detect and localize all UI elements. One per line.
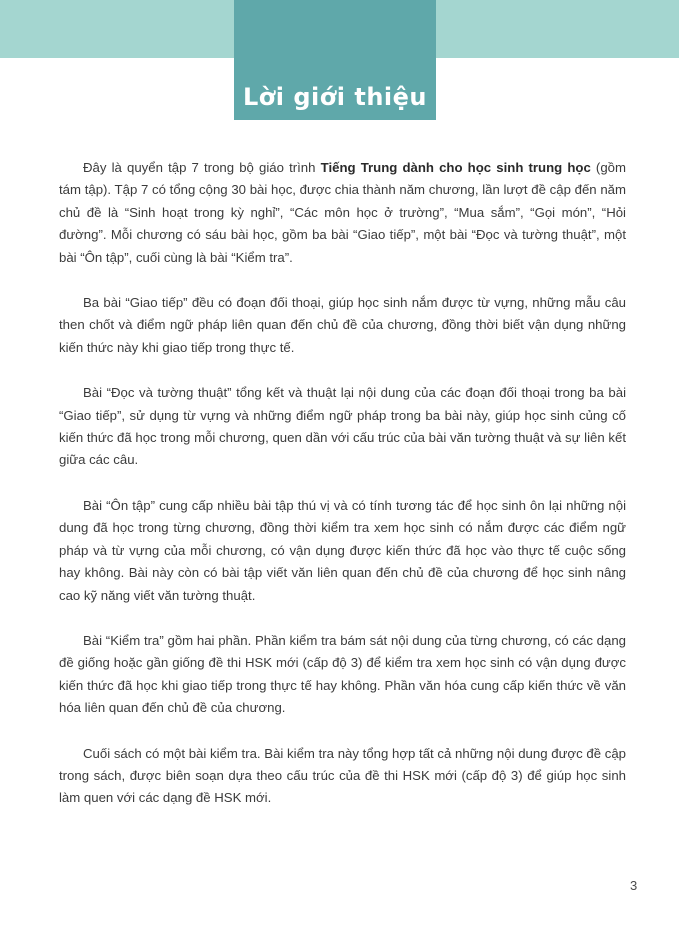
page-title: Lời giới thiệu	[243, 83, 427, 111]
series-title: Tiếng Trung dành cho học sinh trung học	[320, 160, 591, 175]
page-number: 3	[630, 878, 638, 893]
paragraph-communication: Ba bài “Giao tiếp” đều có đoạn đối thoại, giúp học sinh nắm được từ vựng, những mẫu câu then chốt và điểm ngữ pháp liên quan đến chủ đề của chương, đồng thời biết vận dụng những kiến thức này khi giao tiếp trong thực tế.	[59, 295, 626, 355]
paragraph-test: Bài “Kiểm tra” gồm hai phần. Phần kiểm tra bám sát nội dung của từng chương, có các dạng đề giống hoặc gần giống đề thi HSK mới (cấp độ 3) để kiểm tra xem học sinh có vận dụng được kiến thức đã học khi giao tiếp trong thực tế hay không. Phần văn hóa cung cấp kiến thức về văn hóa liên quan đến chủ đề của chương.	[59, 632, 626, 716]
paragraph-reading: Bài “Đọc và tường thuật” tổng kết và thuật lại nội dung của các đoạn đối thoại trong ba bài “Giao tiếp”, sử dụng từ vựng và những điểm ngữ pháp trong ba bài này, giúp học sinh củng cố kiến thức đã học trong mỗi chương, quen dần với cấu trúc của bài văn tường thuật và sự liên kết giữa các câu.	[59, 385, 626, 468]
intro-text-end: (gồm tám tập). Tập 7 có tổng cộng 30 bài học, được chia thành năm chương, lần lượt đề cập đến năm chủ đề là “Sinh hoạt trong kỳ nghỉ”, “Các môn học ở trường”, “Mua sắm”, “Gọi món”, “Hỏi đường”. Mỗi chương có sáu bài học, gồm ba bài “Giao tiếp”, một bài “Đọc và tường thuật”, một bài “Ôn tập”, cuối cùng là bài “Kiểm tra”.	[59, 160, 626, 265]
body-text	[59, 157, 626, 833]
paragraph-intro	[59, 157, 626, 269]
paragraph-final-test: Cuối sách có một bài kiểm tra. Bài kiểm tra này tổng hợp tất cả những nội dung được đề cập trong sách, được biên soạn dựa theo cấu trúc của đề thi HSK mới (cấp độ 3) để giúp học sinh làm quen với các dạng đề HSK mới.	[59, 745, 626, 806]
paragraph-review: Bài “Ôn tập” cung cấp nhiều bài tập thú vị và có tính tương tác để học sinh ôn lại những nội dung đã học trong từng chương, đồng thời kiểm tra xem học sinh có nắm được các điểm ngữ pháp và từ vựng của mỗi chương, có vận dụng được kiến thức đã học vào thực tế cuộc sống hay không. Bài này còn có bài tập viết văn liên quan đến chủ đề của chương để học sinh nâng cao kỹ năng viết văn tường thuật.	[59, 497, 626, 603]
title-tab	[234, 0, 436, 120]
intro-text-start: Đây là quyển tập 7 trong bộ giáo trình	[83, 160, 321, 175]
